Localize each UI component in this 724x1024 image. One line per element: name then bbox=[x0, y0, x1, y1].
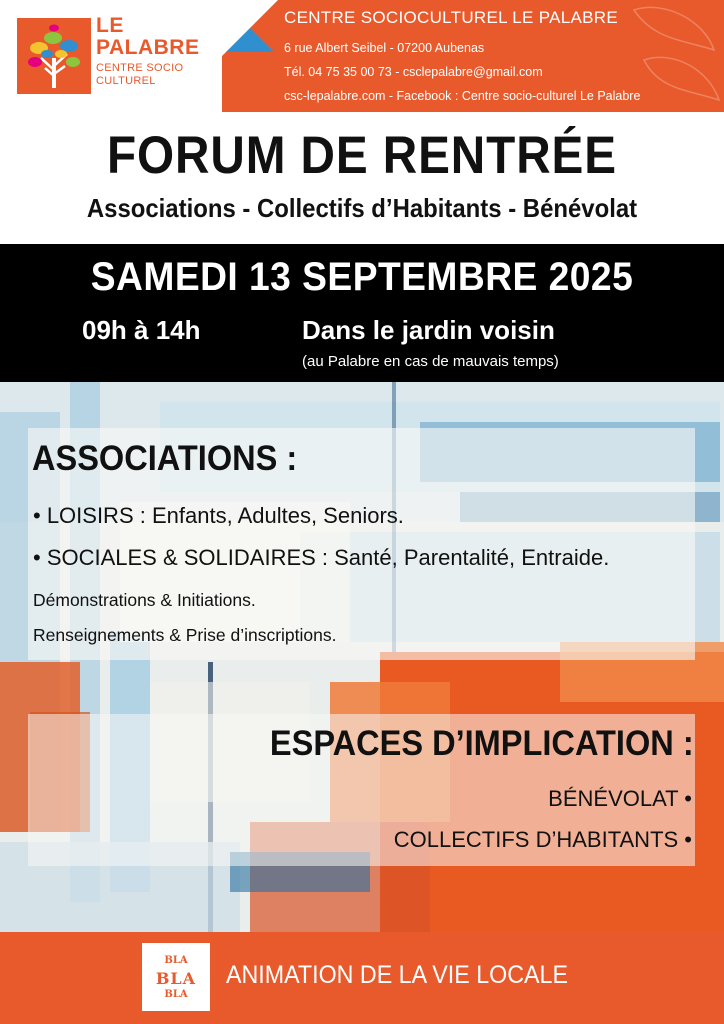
event-place: Dans le jardin voisin bbox=[302, 315, 555, 345]
contact-address: 6 rue Albert Seibel - 07200 Aubenas bbox=[284, 41, 485, 55]
bla-text: BLA bbox=[164, 989, 188, 1000]
logo-text-palabre: PALABRE bbox=[96, 36, 200, 59]
tree-logo-icon bbox=[17, 18, 91, 94]
associations-heading: ASSOCIATIONS : bbox=[32, 439, 298, 478]
logo-text-culturel: CULTUREL bbox=[96, 75, 156, 87]
contact-phone-email: Tél. 04 75 35 00 73 - csclepalabre@gmail.com bbox=[284, 65, 543, 79]
contact-title: CENTRE SOCIOCULTUREL LE PALABRE bbox=[284, 8, 618, 27]
footer-text: ANIMATION DE LA VIE LOCALE bbox=[226, 961, 568, 989]
bla-text: BLA bbox=[164, 955, 188, 966]
bla-bla-logo bbox=[142, 943, 210, 1011]
associations-item: • LOISIRS : Enfants, Adultes, Seniors. bbox=[33, 503, 404, 528]
event-subtitle: Associations - Collectifs d’Habitants - Bénévolat bbox=[86, 193, 638, 223]
espaces-item: BÉNÉVOLAT • bbox=[548, 786, 692, 811]
espaces-heading: ESPACES D’IMPLICATION : bbox=[270, 724, 694, 763]
associations-item: • SOCIALES & SOLIDAIRES : Santé, Parentalité, Entraide. bbox=[33, 545, 610, 570]
logo-text-centre-socio: CENTRE SOCIO bbox=[96, 62, 184, 74]
associations-item: Renseignements & Prise d’inscriptions. bbox=[33, 625, 337, 645]
event-place-note: (au Palabre en cas de mauvais temps) bbox=[302, 353, 559, 370]
associations-item: Démonstrations & Initiations. bbox=[33, 590, 256, 610]
logo-text-le: LE bbox=[96, 14, 124, 37]
contact-block bbox=[222, 0, 724, 112]
event-hours: 09h à 14h bbox=[82, 315, 201, 345]
white-corner-decoration bbox=[222, 0, 278, 56]
contact-web-social: csc-lepalabre.com - Facebook : Centre socio-culturel Le Palabre bbox=[284, 89, 641, 103]
bla-text: BLA bbox=[155, 969, 197, 988]
event-date: SAMEDI 13 SEPTEMBRE 2025 bbox=[90, 255, 634, 299]
logo bbox=[0, 0, 222, 112]
espaces-item: COLLECTIFS D’HABITANTS • bbox=[393, 827, 692, 852]
event-title: FORUM DE RENTRÉE bbox=[107, 126, 617, 185]
